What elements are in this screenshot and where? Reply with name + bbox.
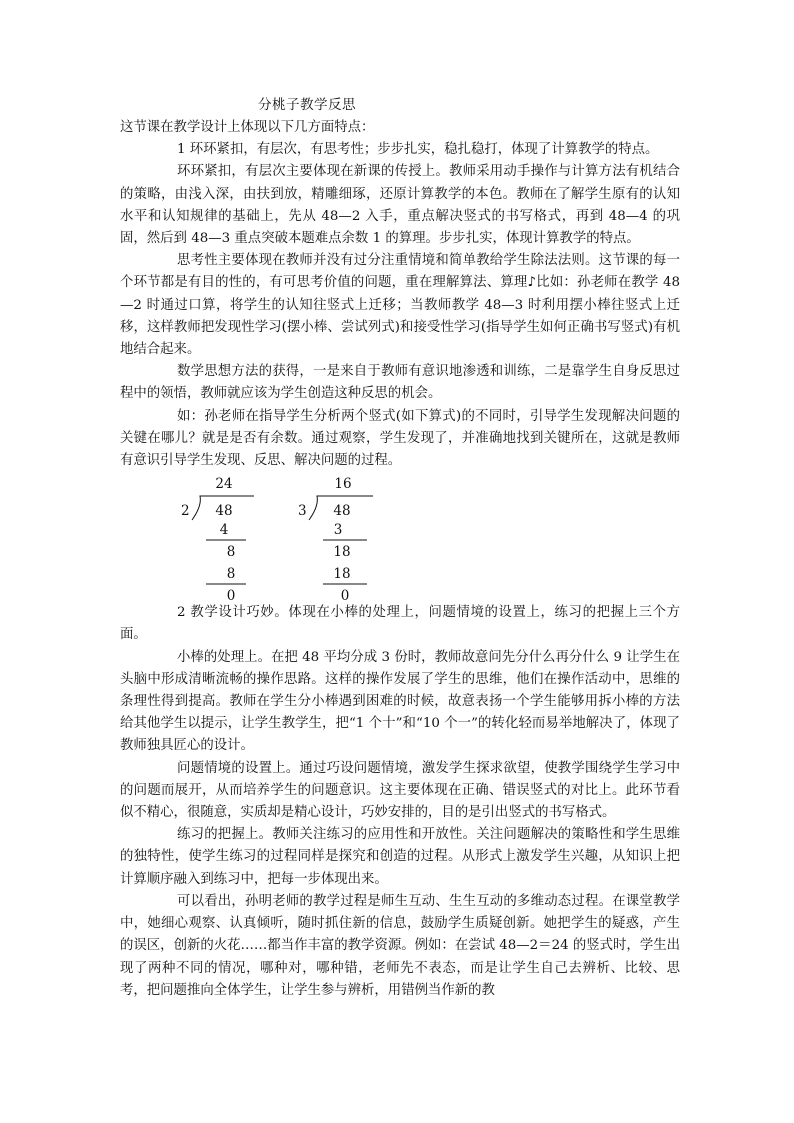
paragraph: 2 教学设计巧妙。体现在小棒的处理上，问题情境的设置上，练习的把握上三个方面。 [120, 605, 680, 643]
quotient: 24 [215, 476, 233, 493]
subtract-step-2: 8 [226, 566, 236, 583]
remainder: 0 [226, 588, 236, 603]
paragraph: 1 环环紧扣，有层次，有思考性；步步扎实，稳扎稳打，体现了计算教学的特点。 [177, 142, 659, 158]
subtract-step-2: 18 [333, 566, 351, 583]
quotient: 16 [334, 476, 352, 493]
paragraph: 练习的把握上。教师关注练习的应用性和开放性。关注问题解决的策略性和学生思维的独特性，使学生练习的过程同样是探究和创造的过程。从形式上激发学生兴趣，从知识上把计算顺序融入到练习中，把每一步体现出来。 [120, 827, 680, 887]
paragraph: 问题情境的设置上。通过巧设问题情境，激发学生探求欲望，使教学围绕学生学习中的问题而展开，从而培养学生的问题意识。这主要体现在正确、错误竖式的对比上。此环节看似不精心，很随意，实质却是精心设计，巧妙安排的，目的是引出竖式的书写格式。 [120, 760, 680, 821]
partial-dividend: 8 [226, 544, 236, 561]
paragraph: 这节课在教学设计上体现以下几方面特点： [120, 120, 375, 135]
paragraphs-before [120, 117, 680, 472]
long-division-48-by-2 [176, 472, 266, 602]
dividend: 48 [333, 503, 351, 520]
partial-dividend: 18 [333, 544, 351, 561]
dividend: 48 [215, 503, 233, 520]
document-title: 分桃子教学反思 [258, 97, 356, 113]
subtract-step-1: 3 [333, 522, 343, 539]
paragraph: 环环紧扣，有层次主要体现在新课的传授上。教师采用动手操作与计算方法有机结合的策略，由浅入深，由扶到放，精雕细琢，还原计算教学的本色。教师在了解学生原有的认知水平和认知规律的基础上，先从 48—2 入手，重点解决竖式的书写格式，再到 48—4 的巩固，然后到 48—3 重点突破本题难点余数 1 的算理。步步扎实，体现计算教学的特点。 [120, 164, 681, 247]
paragraph: 如：孙老师在指导学生分析两个竖式(如下算式)的不同时，引导学生发现解决问题的关键在哪儿？就是是否有余数。通过观察，学生发现了，并准确地找到关键所在，这就是教师有意识引导学生发现、反思、解决问题的过程。 [120, 408, 680, 469]
long-division-figures [120, 472, 680, 602]
remainder: 0 [340, 588, 350, 603]
paragraph: 可以看出，孙明老师的教学过程是师生互动、生生互动的多维动态过程。在课堂教学中，她细心观察、认真倾听，随时抓住新的信息，鼓励学生质疑创新。她把学生的疑惑，产生的误区，创新的火花……都当作丰富的教学资源。例如：在尝试 48—2＝24 的竖式时，学生出现了两种不同的情况，哪种对，哪种错，老师先不表态，而是让学生自己去辨析、比较、思考，把问题推向全体学生，让学生参与辨析，用错例当作新的教 [120, 893, 680, 998]
paragraphs-after [120, 602, 680, 1002]
divisor: 3 [298, 503, 307, 520]
subtract-step-1: 4 [219, 522, 229, 539]
document-body [120, 117, 680, 1002]
paragraph: 小棒的处理上。在把 48 平均分成 3 份时，教师故意问先分什么再分什么 9 让学生在头脑中形成清晰流畅的操作思路。这样的操作发展了学生的思维，他们在操作活动中，思维的条理性得到提高。教师在学生分小棒遇到困难的时候，故意表扬一个学生能够用拆小棒的方法给其他学生以提示，让学生教学生，把“1 个十”和“10 个一”的转化轻而易举地解决了，体现了教师独具匠心的设计。 [120, 649, 680, 754]
paragraph: 思考性主要体现在教师并没有过分注重情境和简单教给学生除法法则。这节课的每一个环节都是有目的性的，有可思考价值的问题，重在理解算法、算理♪比如：孙老师在教学 48—2 时通过口算，将学生的认知往竖式上迁移；当教师教学 48—3 时利用摆小棒往竖式上迁移，这样教师把发现性学习(摆小棒、尝试列式)和接受性学习(指导学生如何正确书写竖式)有机地结合起来。 [120, 253, 680, 358]
paragraph: 数学思想方法的获得，一是来自于教师有意识地渗透和训练，二是靠学生自身反思过程中的领悟，教师就应该为学生创造这种反思的机会。 [120, 364, 680, 402]
divisor: 2 [181, 503, 190, 520]
long-division-48-by-3 [295, 472, 385, 602]
